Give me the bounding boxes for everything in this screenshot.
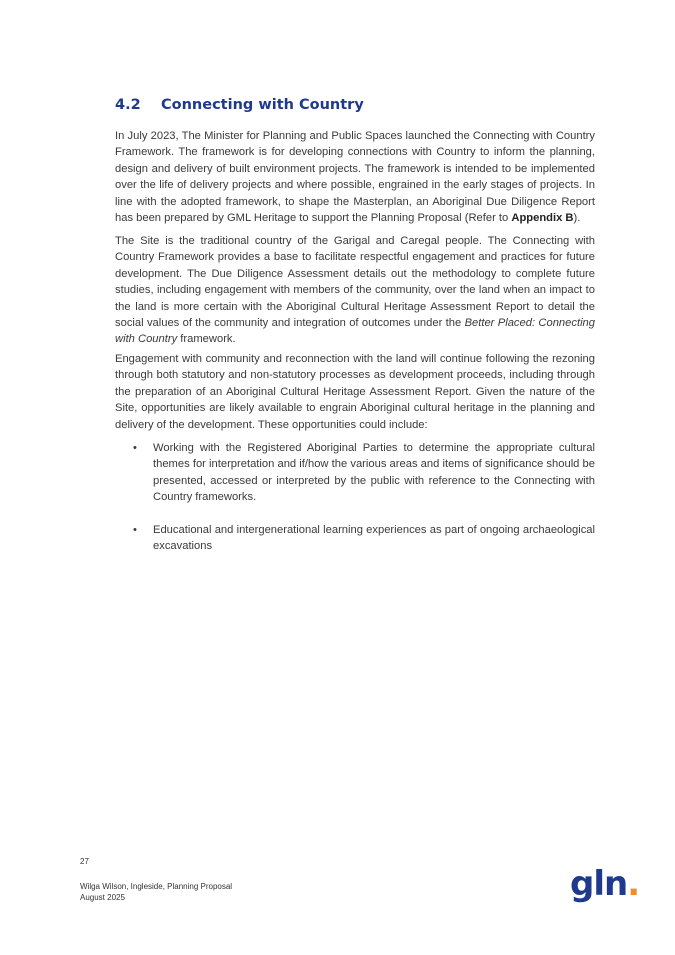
list-item-text: Working with the Registered Aboriginal Parties to determine the appropriate cultural themes for interpretation and if/how the various areas and items of significance should be presented, accessed or interpreted by the public with reference to the Connecting with Country frameworks. [153,442,595,504]
paragraph-site-country [115,233,595,348]
framework-title: Better Placed: Connecting with Country [115,317,596,346]
paragraph-text: Engagement with community and reconnection with the land will continue following the rezoning through both statutory and non-statutory processes as development proceeds, including through the preparation of an Aboriginal Cultural Heritage Assessment Report. Given the nature of the Site, opportunities are likely available to engrain Aboriginal cultural heritage in the planning and delivery of the development. These opportunities could include: [115,353,595,431]
paragraph-engagement [115,351,595,433]
appendix-reference: Appendix B [511,212,574,225]
logo-text: gln [570,864,628,904]
paragraph-text: In July 2023, The Minister for Planning and Public Spaces launched the Connecting with Country Framework. The framework is for developing connections with Country to inform the planning, design and delivery of built environment projects. The framework is intended to be implemented over the life of delivery projects and where possible, engrained in the early stages of projects. In line with the adopted framework, to shape the Masterplan, an Aboriginal Due Diligence Report has been prepared by GML Heritage to support the Planning Proposal (Refer to [115,130,595,225]
list-item-text: Educational and intergenerational learning experiences as part of ongoing archaeological excavations [153,523,595,553]
opportunities-list [115,440,595,570]
section-title: Connecting with Country [161,97,364,113]
logo-dot-icon: . [627,864,640,904]
footer [80,881,232,903]
paragraph-tail: ). [573,212,581,225]
document-title: Wilga Wilson, Ingleside, Planning Proposal [80,882,233,891]
page-number: 27 [80,857,89,866]
paragraph-tail: framework. [177,333,236,346]
document-date: August 2025 [80,893,125,902]
section-heading [115,97,364,113]
list-item [115,440,595,506]
bullet-icon: • [133,442,137,454]
list-item [115,522,595,555]
gln-logo [570,862,639,906]
paragraph-framework [115,128,595,226]
bullet-icon: • [133,523,137,536]
paragraph-text: The Site is the traditional country of the Garigal and Caregal people. The Connecting with Country Framework provides a base to facilitate respectful engagement and practices for future development. The Due Diligence Assessment details out the methodology to complete future studies, including engagement with members of the community, over the land when an impact to the land is more certain with the Aboriginal Cultural Heritage Assessment Report to detail the social values of the community and integration of outcomes under the [115,235,595,330]
section-number: 4.2 [115,97,141,113]
